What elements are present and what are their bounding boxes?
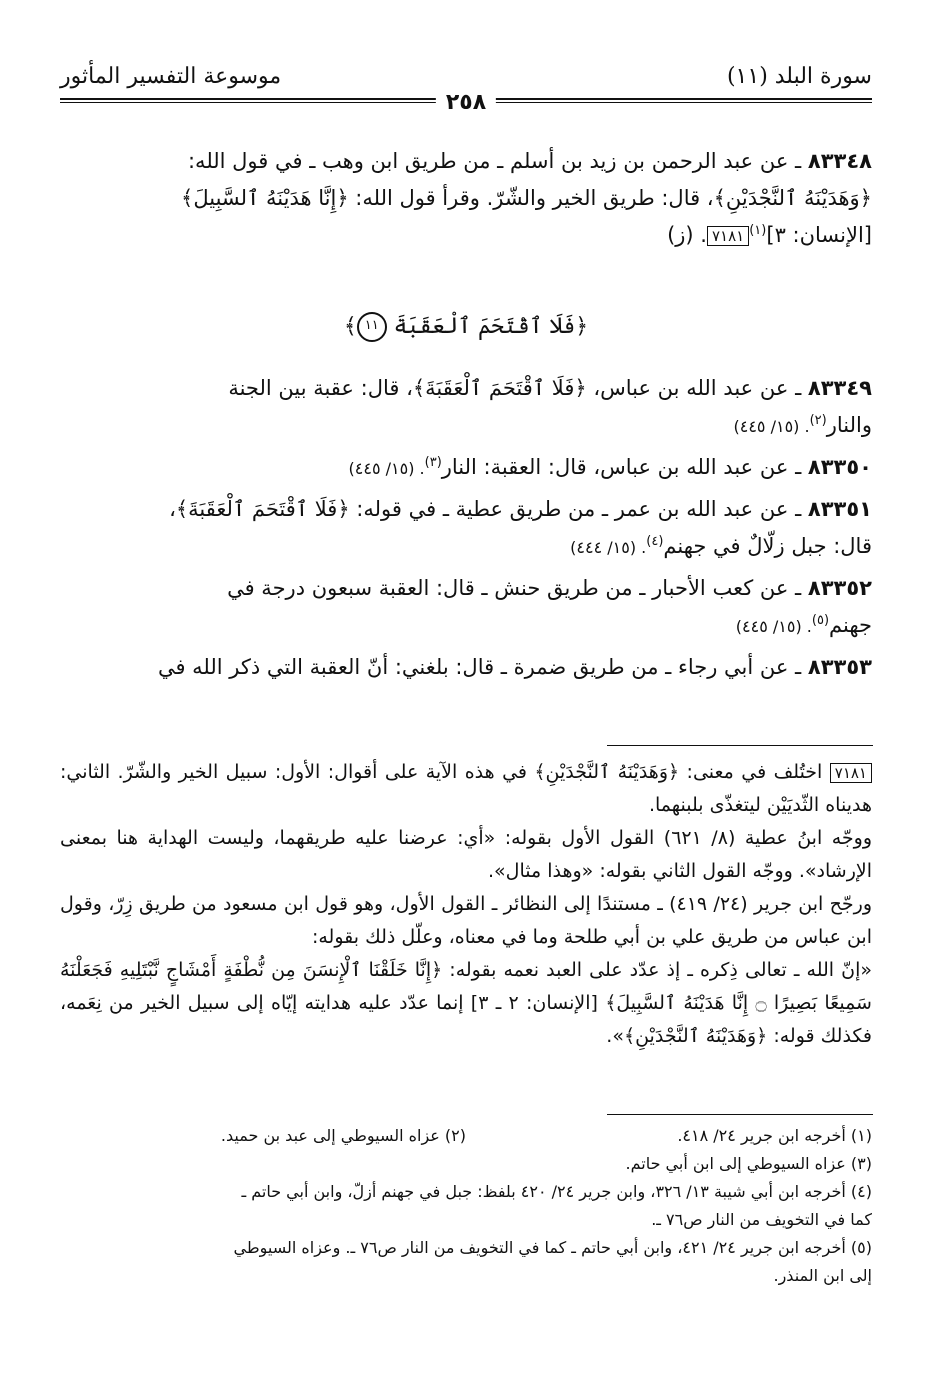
note-text: ووجّه ابنُ عطية (٨/ ٦٢١) القول الأول بقوله: «أي: عرضنا عليه طريقهما، وليست الهداية هنا بمعنى الإرشاد». ووجّه القول الثاني بقوله: «وهذا مثال».	[60, 827, 873, 882]
ayah-text: ﴿فَلَا ٱقْتَحَمَ ٱلْعَقَبَةَ	[393, 314, 589, 339]
entry-text: والنار	[826, 413, 872, 437]
entry-text: ـ عن كعب الأحبار ـ من طريق حنش ـ قال: العقبة سبعون درجة في	[227, 576, 802, 600]
ayah-heading	[60, 312, 872, 342]
book-title: موسوعة التفسير المأثور	[60, 64, 282, 89]
entry-8350	[60, 449, 872, 487]
note-box: ٧١٨١	[707, 226, 749, 246]
entry-text: قال: جبل زلّالٌ في جهنم	[663, 534, 872, 558]
entry-8349	[60, 370, 872, 445]
footnote-4: (٤) أخرجه ابن أبي شيبة ١٣/ ٣٢٦، وابن جرير ٢٤/ ٤٢٠ بلفظ: جبل في جهنم أزلّ، وابن أبي حاتم ـ	[241, 1182, 872, 1201]
entry-number: ٨٣٣٥١	[807, 497, 872, 521]
entry-text: ـ عن عبد الله بن عباس، ﴿فَلَا ٱقْتَحَمَ ٱلْعَقَبَةَ﴾، قال: عقبة بين الجنة	[228, 376, 802, 400]
entry-text: جهنم	[829, 613, 872, 637]
notes-separator	[607, 745, 873, 746]
footnote-marker: (١)	[749, 223, 767, 238]
ayah-close: ﴾	[343, 314, 357, 339]
note-paragraph	[60, 954, 872, 1053]
ayah-number: ١١	[357, 312, 387, 342]
footnote-marker: (٤)	[646, 534, 664, 549]
note-box: ٧١٨١	[830, 763, 872, 783]
footnote-1: (١) أخرجه ابن جرير ٢٤/ ٤١٨.	[677, 1126, 872, 1145]
footnote-5-cont: إلى ابن المنذر.	[773, 1266, 872, 1285]
surah-title: سورة البلد (١١)	[726, 64, 872, 89]
entry-number: ٨٣٣٤٩	[807, 376, 872, 400]
commentary-notes	[60, 756, 872, 1053]
footnote-3: (٣) عزاه السيوطي إلى ابن أبي حاتم.	[625, 1154, 872, 1173]
entry-number: ٨٣٣٥٠	[807, 455, 872, 479]
footnotes-separator	[607, 1114, 873, 1115]
entry-8353	[60, 649, 872, 686]
entry-8348	[60, 143, 872, 254]
footnotes	[60, 1122, 872, 1290]
entry-number: ٨٣٣٤٨	[807, 149, 872, 173]
note-text: اختُلف في معنى: ﴿وَهَدَيْنَهُ ٱلنَّجْدَيْنِ﴾ في هذه الآية على أقوال: الأول: سبيل الخير والشّرّ. الثاني: هديناه الثّديَيْن ليتغذّى بلبنهما.	[60, 761, 872, 816]
main-text	[60, 143, 872, 258]
note-paragraph	[60, 822, 872, 888]
note-text: ورجّح ابن جرير (٢٤/ ٤١٩) ـ مستندًا إلى النظائر ـ القول الأول، وهو قول ابن مسعود من طريق زِرّ، وقول ابن عباس من طريق علي بن أبي طلحة وما في معناه، وعلّل ذلك بقوله:	[60, 893, 873, 948]
page-header	[60, 58, 872, 115]
entry-ref: . (١٥/ ٤٤٥)	[735, 617, 812, 636]
entry-tail: . (ز)	[667, 223, 707, 247]
footnote-row	[60, 1122, 872, 1150]
entry-ref: . (١٥/ ٤٤٥)	[733, 417, 810, 436]
entry-ref: . (١٥/ ٤٤٤)	[570, 538, 647, 557]
footnote-marker: (٥)	[811, 613, 830, 628]
entry-ref: . (١٥/ ٤٤٥)	[348, 459, 425, 478]
page-number: ٢٥٨	[436, 90, 496, 115]
main-text-2	[60, 370, 872, 690]
entry-text: ـ عن عبد الله بن عمر ـ من طريق عطية ـ في قوله: ﴿فَلَا ٱقْتَحَمَ ٱلْعَقَبَةَ﴾،	[169, 497, 802, 521]
entry-text: ـ عن عبد الله بن عباس، قال: العقبة: النار	[441, 455, 802, 479]
entry-number: ٨٣٣٥٢	[807, 576, 872, 600]
footnote-2: (٢) عزاه السيوطي إلى عبد بن حميد.	[220, 1126, 466, 1145]
entry-8351	[60, 491, 872, 566]
note-paragraph	[60, 756, 872, 822]
footnote-marker: (٣)	[424, 455, 442, 470]
entry-text: ـ عن أبي رجاء ـ من طريق ضمرة ـ قال: بلغني: أنّ العقبة التي ذكر الله في	[157, 655, 802, 679]
footnote-5: (٥) أخرجه ابن جرير ٢٤/ ٤٢١، وابن أبي حاتم ـ كما في التخويف من النار ص٧٦ ـ. وعزاه السيوطي	[233, 1238, 872, 1257]
entry-number: ٨٣٣٥٣	[807, 655, 872, 679]
footnote-4-cont: كما في التخويف من النار ص٧٦ ـ.	[651, 1210, 872, 1229]
entry-text: ﴿وَهَدَيْنَهُ ٱلنَّجْدَيْنِ﴾، قال: طريق الخير والشّرّ. وقرأ قول الله: ﴿إِنَّا هَدَيْنَهُ ٱلسَّبِيلَ﴾	[181, 186, 872, 210]
entry-text: ـ عن عبد الرحمن بن زيد بن أسلم ـ من طريق ابن وهب ـ في قول الله:	[187, 149, 802, 173]
entry-text: [الإنسان: ٣]	[766, 223, 872, 247]
entry-8352	[60, 570, 872, 645]
footnote-marker: (٢)	[809, 413, 827, 428]
note-text: «إنّ الله ـ تعالى ذِكره ـ إذ عدّد على العبد نعمه بقوله: ﴿إِنَّا خَلَقْنَا ٱلْإِنسَنَ مِن نُّطْفَةٍ أَمْشَاجٍ نَّبْتَلِيهِ فَجَعَلْنَهُ سَمِيعًا بَصِيرًا ۝ إِنَّا هَدَيْنَهُ ٱلسَّبِيلَ﴾ [الإنسان: ٢ ـ ٣] إنما عدّد عليه هدايته إيّاه إلى سبيل الخير من نِعَمه، فكذلك قوله: ﴿وَهَدَيْنَهُ ٱلنَّجْدَيْنِ﴾».	[60, 959, 872, 1047]
note-paragraph	[60, 888, 872, 954]
